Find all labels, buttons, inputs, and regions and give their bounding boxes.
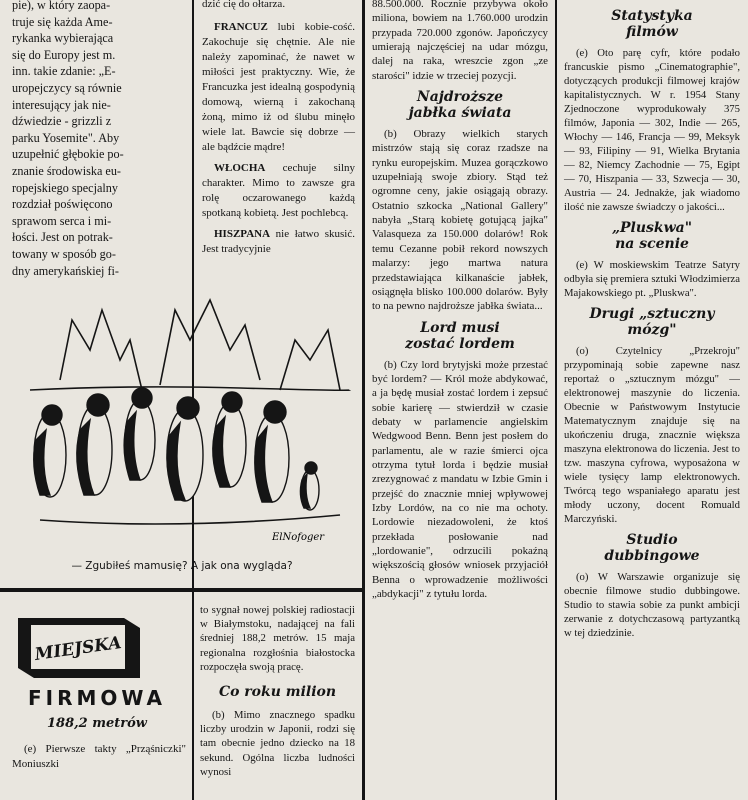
headline-line: zostać lordem [405, 335, 515, 352]
column-rule-right [555, 0, 557, 800]
headline-line: Lord musi [420, 319, 500, 336]
headline-line: jabłka świata [408, 105, 512, 122]
penguin-4 [167, 397, 203, 501]
headline-line: dubbingowe [604, 548, 700, 564]
column-4 [564, 8, 740, 640]
headline-sztuczny-mozg [564, 306, 740, 338]
col1-line: łości. Jest on potrak- [12, 230, 113, 245]
hiszpana-name: HISZPANA [214, 228, 271, 240]
logo-subtitle: 188,2 metrów [47, 716, 147, 731]
penguins-cartoon [10, 290, 355, 560]
headline-line: Statystyka [611, 8, 693, 24]
column-1-bottom [12, 742, 186, 771]
headline-pluskwa [564, 220, 740, 252]
penguin-group [34, 388, 319, 510]
radio-text: to sygnał nowej polskiej radiostacji w Białymstoku, nadającej na fali średniej 188,2 metrów. 15 maja regionalna rozgłośnia białostocka rozpoczęła swoją pracę. [200, 604, 355, 673]
headline-studio-dubbingowe [564, 532, 740, 564]
column-1-top [12, 0, 186, 279]
headline-line: „Pluskwa" [611, 220, 693, 236]
stamp-text: MIEJSKA [33, 633, 123, 665]
headline-line: mózg" [627, 322, 677, 338]
francuz-name: FRANCUZ [214, 21, 268, 33]
iceberg-left [60, 310, 142, 390]
pluskwa-article: (e) W moskiewskim Teatrze Satyry odbyła się premiera sztuki Włodzimierza Majakowskiego pt. „Pluskwa". [564, 259, 740, 299]
column-3 [372, 0, 548, 601]
wlocha-text: cechuje silny charakter. Mimo to zawsze gra rolę oczarowanego każdą spotkaną kobietą. Jest pochlebcą. [202, 162, 355, 219]
iceberg-center [160, 300, 260, 385]
headline-line: Studio [626, 532, 678, 548]
column-2-bottom [200, 603, 355, 779]
film-stats-article: (e) Oto parę cyfr, które podało francuskie pismo „Cinematographie", dotyczących produkcji filmowej krajów kapitalistycznych. W r. 1954 Stany Zjednoczone wyprodukowały 375 filmów, Japonia — 302, Indie — 265, Włochy — 146, Francja — 99, Meksyk — 93, Filipiny — 91, Wielka Brytania — 82, Niemcy Zachodnie — 75, Egipt — 70, Hiszpania — 33, Szwecja — 30, Austria — 24. Jednakże, jak wiadomo ilość nie zawsze świadczy o jakości... [564, 47, 740, 213]
wlocha-paragraph [202, 161, 355, 221]
col1-line: się do Europy jest m. [12, 47, 116, 62]
francuz-text: lubi kobie-cość. Zakochuje się chętnie. Ale nie należy zapominać, że nawet w miłości jest praktyczny. Wie, że Francuzka jest idealną gospodynią domową, wierną i zakochaną żoną, mimo iż od ślubu minęło wiele lat. Bawcie się dobrze — ale bądźcie mądre! [202, 21, 355, 153]
iceberg-right [280, 330, 340, 390]
column-2-top [202, 0, 355, 257]
col1-line: znanie środowiska eu- [12, 163, 121, 178]
col2-first-line: dzić cię do ołtarza. [202, 0, 286, 10]
logo-title: FIRMOWA [27, 686, 167, 710]
headline-najdrozsze-jablka [372, 89, 548, 121]
penguin-3 [124, 388, 155, 480]
sea-line [30, 387, 350, 390]
col1-line: dźwiedzie - grizzli z [12, 114, 112, 129]
headline-line: filmów [626, 24, 678, 40]
wlocha-name: WŁOCHA [214, 162, 266, 174]
cartoon-caption: — Zgubiłeś mamusię? A jak ona wygląda? [71, 560, 293, 572]
headline-line: Najdroższe [416, 89, 504, 106]
lord-article: (b) Czy lord brytyjski może przestać być lordem? — Król może abdykować, a ja będę musiał zostać lordem i zepsuć sobie karierę — stwierdził w czasie debaty w parlamencie angielskim Wedgwood Benn. Benn jest posłem do parlamentu, ale w razie śmierci ojca otrzyma tytuł lorda i będzie musiał zrezygnować z mandatu w Izbie Gmin i przejść do znacznie mniej wpływowej Izby Lordów, na co nie ma ochoty. Lordowie niezadowoleni, że ktoś przekłada posłowanie nad „lordowanie", odrzucili pokaźną większością głosów wniosek przyjaciół Benna o wprowadzenie możliwości „abdykacji" z tytułu lorda. [372, 358, 548, 601]
col1-line: parku Yosemite". Aby [12, 130, 120, 145]
penguin-5 [213, 392, 246, 487]
cartoon-signature: ElNofoger [272, 532, 325, 543]
col1-line: pie), w który zaopa- [12, 0, 111, 12]
col1-line: rozdział poświęcono [12, 197, 113, 212]
radio-lead: (e) Pierwsze takty „Prząśniczki" Moniuszki [12, 743, 186, 770]
japan-population-text: 88.500.000. Rocznie przybywa około miliona, bowiem na 1.760.000 urodzin przypada 720.000 zgonów. Japończycy umierają najczęściej na udar mózgu, dalej na raka, wreszcie zgon „ze starości" idzie w trzeciej pozycji. [372, 0, 548, 82]
col1-line: interesujący jak nie- [12, 97, 111, 112]
penguin-6 [255, 401, 289, 502]
col1-line: dny amerykańskiej fi- [12, 263, 119, 278]
col1-line: uropejczycy są równie [12, 80, 122, 95]
headline-co-roku-milion: Co roku milion [218, 684, 337, 701]
column-rule-bottom-left [192, 600, 194, 800]
headline-line: na scenie [615, 236, 689, 252]
miejska-stamp-logo [14, 614, 144, 682]
column-rule-mid [362, 0, 365, 800]
penguin-small [300, 462, 319, 510]
apples-article: (b) Obrazy wielkich starych mistrzów stają się coraz rzadsze na rynku europejskim. Muzea gorączkowo uzupełniają swoje zbiory. Stąd też ogromne ceny, jakie osiągają obrazy. Ostatnio szkocka „National Gallery" nabyła „Starą kobietę gotującą jajka" Valasqueza za 150.000 dolarów! Rok temu Cezanne pobił rekord nowszych malarzy: jego martwa natura przedstawiająca kilkanaście jabłek, osiągnęła blisko 100.000 dolarów. Były to na pewno najdroższe jabłka świata... [372, 128, 548, 313]
penguin-1 [34, 405, 66, 497]
hiszpana-text: nie łatwo skusić. Jest tradycyjnie [202, 228, 355, 255]
col1-line: uzupełnić głębokie po- [12, 147, 124, 162]
penguin-2 [77, 394, 112, 495]
francuz-paragraph [202, 20, 355, 155]
col1-line: truje się każda Ame- [12, 14, 113, 29]
col1-line: rykanka wybierająca [12, 31, 114, 46]
cartoon-frame-bottom [0, 588, 364, 592]
dubbing-article: (o) W Warszawie organizuje się obecnie filmowe studio dubbingowe. Studio to stawia sobie za punkt ambicji zerwanie z dotychczasową partyzantką w tej dziedzinie. [564, 571, 740, 639]
col1-line: ropejskiego specjalny [12, 180, 118, 195]
headline-line: Drugi „sztuczny [589, 306, 715, 322]
brain-article: (o) Czytelnicy „Przekroju" przypominają sobie zapewne nasz reportaż o „sztucznym mózgu" — elektronowej maszynie do liczenia. Obecnie w Państwowym Instytucie Matematycznym znajduje się na ukończeniu druga, znacznie większa maszyna elektronowa do liczenia. Jest to tzw. maszyna cyfrowa, wyposażona w wiele tysięcy lamp elektronowych. Twórcą tego wspaniałego aparatu jest młody uczony, docent Romuald Marczyński. [564, 345, 740, 525]
col1-line: inn. takie zdanie: „E- [12, 64, 116, 79]
col1-line: towany w sposób go- [12, 246, 116, 261]
japan-births-text: (b) Mimo znacznego spadku liczby urodzin w Japonii, rodzi się tam obecnie jedno dziecko na 18 sekund. Ogólna liczba ludności wynosi [200, 709, 355, 778]
hiszpana-paragraph [202, 227, 355, 257]
headline-statystyka-filmow [564, 8, 740, 40]
headline-lord-musi [372, 320, 548, 352]
col1-line: sprawom serca i mi- [12, 213, 112, 228]
